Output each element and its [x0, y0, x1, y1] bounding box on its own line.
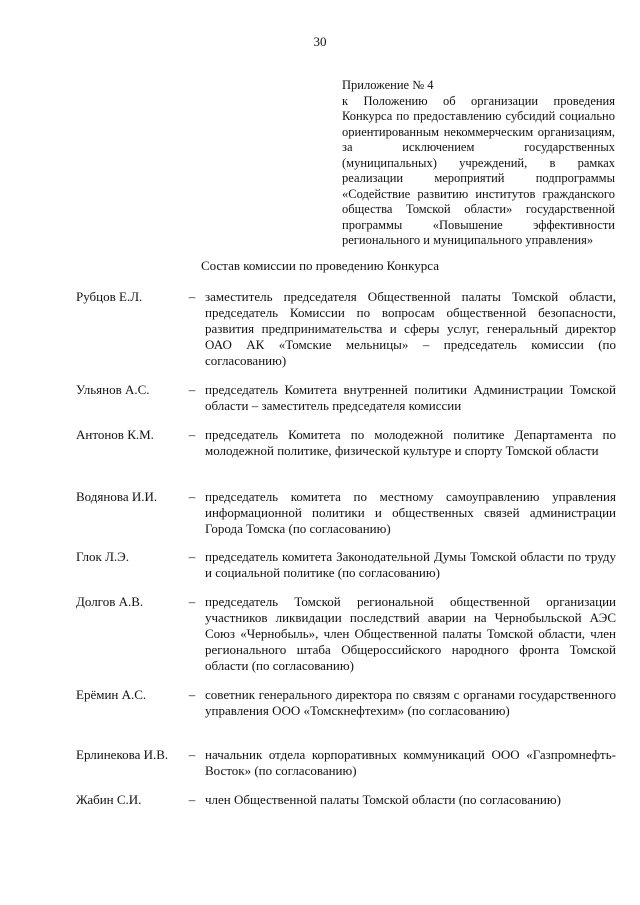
appendix-title: Приложение № 4 [342, 78, 434, 92]
member-name: Ерлинекова И.В. [76, 747, 169, 762]
member-name: Рубцов Е.Л. [76, 289, 143, 304]
member-dash: – [188, 792, 196, 807]
member-role: советник генерального директора по связям с органами государственного управления ООО «Томскнефтехим» (по согласованию) [205, 687, 616, 718]
page-number: 30 [313, 34, 327, 49]
member-dash: – [188, 549, 196, 564]
member-name: Глок Л.Э. [76, 549, 129, 564]
appendix-header [342, 78, 615, 249]
member-dash: – [188, 382, 196, 397]
member-role: председатель комитета по местному самоуправлению управления информационной политики и общественных связей администрации Города Томска (по согласованию) [205, 489, 616, 536]
member-name: Водянова И.И. [76, 489, 158, 504]
member-role: председатель Комитета внутренней политики Администрации Томской области – заместитель председателя комиссии [205, 382, 616, 413]
member-dash: – [188, 594, 196, 609]
member-dash: – [188, 747, 196, 762]
member-dash: – [188, 289, 196, 304]
member-dash: – [188, 687, 196, 702]
member-name: Ерёмин А.С. [76, 687, 147, 702]
member-name: Ульянов А.С. [76, 382, 150, 397]
member-role: начальник отдела корпоративных коммуникаций ООО «Газпромнефть-Восток» (по согласованию) [205, 747, 616, 778]
document-title: Состав комиссии по проведению Конкурса [201, 258, 439, 273]
member-name: Жабин С.И. [76, 792, 142, 807]
member-dash: – [188, 427, 196, 442]
member-name: Антонов К.М. [76, 427, 154, 442]
member-role: заместитель председателя Общественной палаты Томской области, председатель Комиссии по вопросам общественной безопасности, развития предпринимательства и сферы услуг, генеральный директор ОАО АК «Томские мельницы» – председатель комиссии (по согласованию) [205, 289, 616, 368]
member-name: Долгов А.В. [76, 594, 144, 609]
appendix-text: к Положению об организации проведения Конкурса по предоставлению субсидий социально ориентированным некоммерческим организациям, за исключением государственных (муниципальных) учреждений, в рамках реализации мероприятий подпрограммы «Содействие развитию институтов гражданского общества Томской области» государственной программы «Повышение эффективности регионального и муниципального управления» [342, 93, 615, 247]
member-role: председатель Комитета по молодежной политике Департамента по молодежной политике, физической культуре и спорту Томской области [205, 427, 616, 458]
member-role: член Общественной палаты Томской области (по согласованию) [205, 792, 561, 807]
member-role: председатель Томской региональной общественной организации участников ликвидации последствий аварии на Чернобыльской АЭС Союз «Чернобыль», член Общественной палаты Томской области, член регионального штаба Общероссийского народного фронта Томской области (по согласованию) [205, 594, 616, 673]
member-dash: – [188, 489, 196, 504]
member-role: председатель комитета Законодательной Думы Томской области по труду и социальной политике (по согласованию) [205, 549, 616, 580]
